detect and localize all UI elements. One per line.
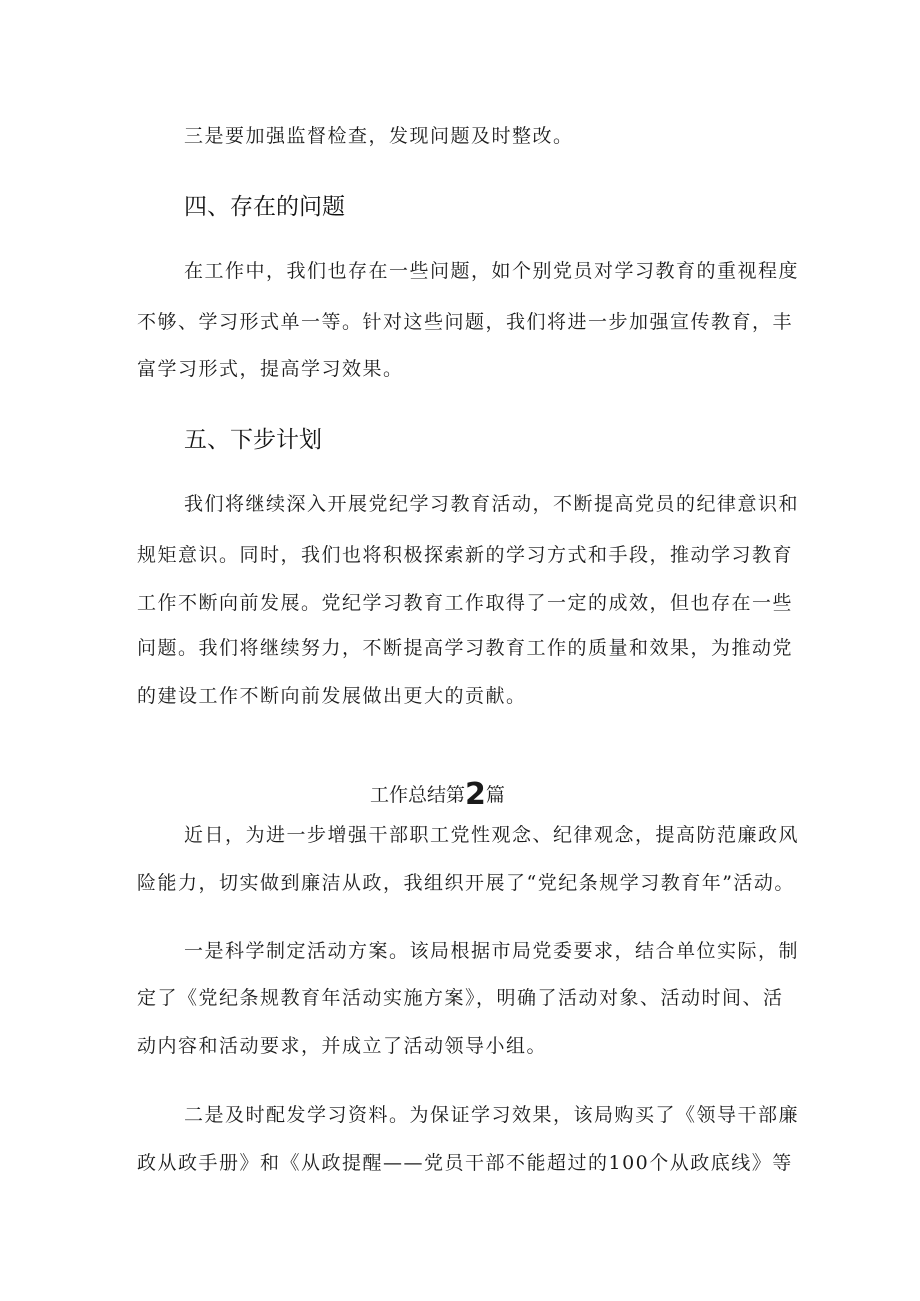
paragraph-line: 我们将继续深入开展党纪学习教育活动，不断提高党员的纪律意识和 <box>184 493 800 515</box>
section-heading-problems: 四、存在的问题 <box>184 194 345 220</box>
paragraph-line: 的建设工作不断向前发展做出更大的贡献。 <box>137 685 527 707</box>
paragraph-line: 二是及时配发学习资料。为保证学习效果，该局购买了《领导干部廉 <box>184 1104 800 1126</box>
paragraph-line: 在工作中，我们也存在一些问题，如个别党员对学习教育的重视程度 <box>184 260 800 282</box>
article-title-prefix: 工作总结第 <box>370 784 466 806</box>
article-title <box>370 777 505 812</box>
article-title-number: 2 <box>465 777 486 812</box>
paragraph-line: 不够、学习形式单一等。针对这些问题，我们将进一步加强宣传教育，丰 <box>137 311 794 333</box>
paragraph-line: 政从政手册》和《从政提醒——党员干部不能超过的100个从政底线》等 <box>137 1152 793 1174</box>
paragraph-line: 富学习形式，提高学习效果。 <box>137 358 404 380</box>
paragraph-line: 三是要加强监督检查，发现问题及时整改。 <box>184 125 574 147</box>
section-heading-next-plan: 五、下步计划 <box>184 427 322 453</box>
paragraph-line: 规矩意识。同时，我们也将积极探索新的学习方式和手段，推动学习教育 <box>137 544 794 566</box>
paragraph-line: 问题。我们将继续努力，不断提高学习教育工作的质量和效果，为推动党 <box>137 637 794 659</box>
paragraph-line: 一是科学制定活动方案。该局根据市局党委要求，结合单位实际，制 <box>184 940 800 962</box>
paragraph-line: 动内容和活动要求，并成立了活动领导小组。 <box>137 1035 548 1057</box>
paragraph-line: 定了《党纪条规教育年活动实施方案》，明确了活动对象、活动时间、活 <box>137 987 784 1009</box>
paragraph-line: 工作不断向前发展。党纪学习教育工作取得了一定的成效，但也存在一些 <box>137 592 794 614</box>
article-title-suffix: 篇 <box>485 784 505 806</box>
paragraph-line: 近日，为进一步增强干部职工党性观念、纪律观念，提高防范廉政风 <box>184 824 800 846</box>
paragraph-line: 险能力，切实做到廉洁从政，我组织开展了“党纪条规学习教育年”活动。 <box>137 872 795 894</box>
